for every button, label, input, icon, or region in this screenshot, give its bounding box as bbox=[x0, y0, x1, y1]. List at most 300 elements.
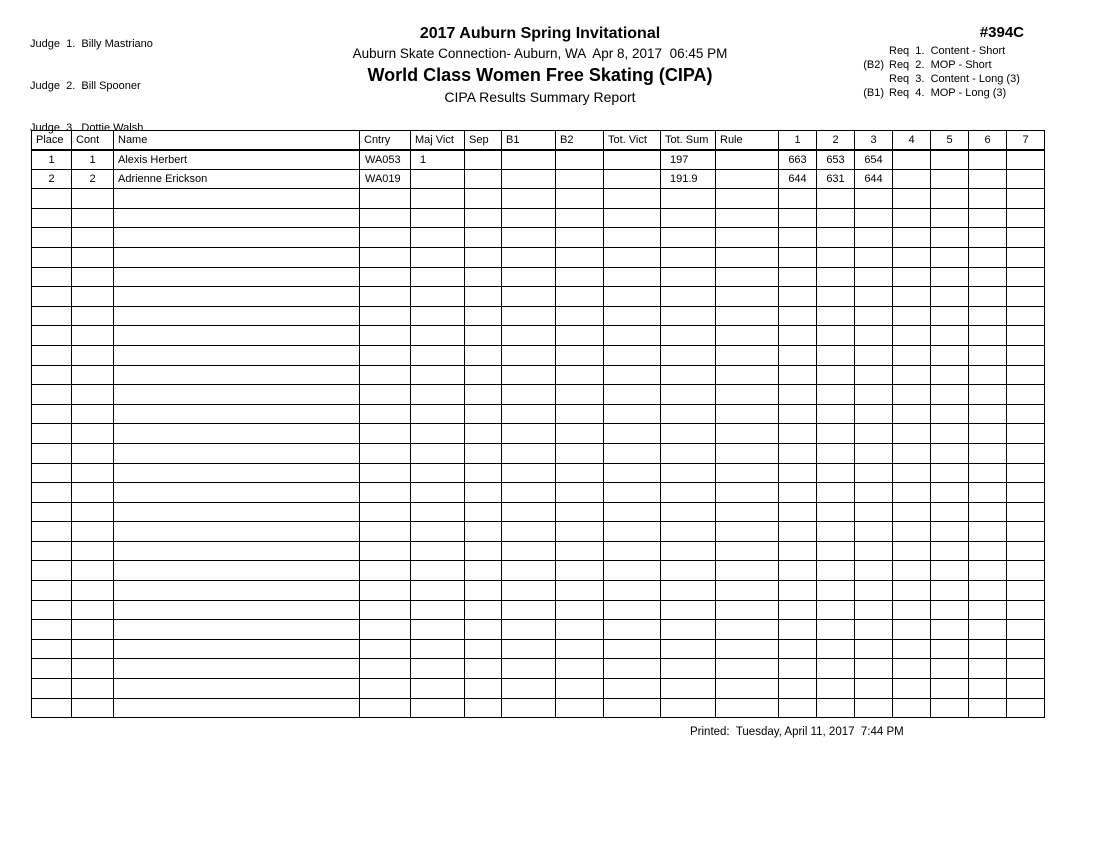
cell-cntry bbox=[360, 502, 411, 522]
cell-cntry bbox=[360, 483, 411, 503]
cell-tot_vict bbox=[604, 639, 661, 659]
cell-j1 bbox=[779, 189, 817, 209]
cell-maj_vict bbox=[411, 659, 465, 679]
cell-rule bbox=[716, 267, 779, 287]
cell-b1 bbox=[502, 267, 556, 287]
cell-j5 bbox=[931, 620, 969, 640]
cell-b1 bbox=[502, 679, 556, 699]
cell-j5 bbox=[931, 443, 969, 463]
cell-j1 bbox=[779, 639, 817, 659]
cell-j7 bbox=[1007, 345, 1045, 365]
cell-j6 bbox=[969, 228, 1007, 248]
result-row bbox=[32, 150, 1045, 170]
cell-j6 bbox=[969, 443, 1007, 463]
requirements-block bbox=[856, 24, 1024, 100]
cell-place bbox=[32, 463, 72, 483]
cell-j7 bbox=[1007, 228, 1045, 248]
cell-tot_sum bbox=[661, 228, 716, 248]
cell-tot_vict bbox=[604, 561, 661, 581]
cell-j3 bbox=[855, 385, 893, 405]
cell-j4 bbox=[893, 189, 931, 209]
cell-place bbox=[32, 189, 72, 209]
results-table-body bbox=[32, 150, 1045, 718]
cell-name bbox=[114, 620, 360, 640]
empty-row bbox=[32, 522, 1045, 542]
cell-maj_vict bbox=[411, 541, 465, 561]
cell-rule bbox=[716, 247, 779, 267]
cell-tot_vict bbox=[604, 620, 661, 640]
cell-j5 bbox=[931, 600, 969, 620]
cell-tot_sum bbox=[661, 620, 716, 640]
cell-tot_sum bbox=[661, 443, 716, 463]
cell-cntry bbox=[360, 561, 411, 581]
cell-sep bbox=[465, 600, 502, 620]
cell-name bbox=[114, 424, 360, 444]
cell-cont bbox=[72, 463, 114, 483]
cell-maj_vict bbox=[411, 247, 465, 267]
cell-cont bbox=[72, 326, 114, 346]
cell-name: Alexis Herbert bbox=[114, 150, 360, 170]
cell-maj_vict bbox=[411, 679, 465, 699]
cell-b1 bbox=[502, 443, 556, 463]
cell-j2 bbox=[817, 247, 855, 267]
cell-cont bbox=[72, 247, 114, 267]
cell-j1 bbox=[779, 541, 817, 561]
cell-place bbox=[32, 385, 72, 405]
cell-name bbox=[114, 483, 360, 503]
cell-place bbox=[32, 581, 72, 601]
cell-place bbox=[32, 698, 72, 718]
cell-j7 bbox=[1007, 561, 1045, 581]
column-header-j2: 2 bbox=[817, 131, 855, 150]
empty-row bbox=[32, 287, 1045, 307]
cell-sep bbox=[465, 150, 502, 170]
cell-name bbox=[114, 639, 360, 659]
cell-place bbox=[32, 267, 72, 287]
cell-b2 bbox=[556, 169, 604, 189]
cell-cntry bbox=[360, 541, 411, 561]
cell-j5 bbox=[931, 228, 969, 248]
cell-place bbox=[32, 443, 72, 463]
cell-j7 bbox=[1007, 306, 1045, 326]
cell-j6 bbox=[969, 698, 1007, 718]
cell-j2 bbox=[817, 600, 855, 620]
cell-j3: 644 bbox=[855, 169, 893, 189]
cell-j7 bbox=[1007, 443, 1045, 463]
cell-name bbox=[114, 561, 360, 581]
cell-name bbox=[114, 385, 360, 405]
cell-b1 bbox=[502, 326, 556, 346]
cell-cont bbox=[72, 620, 114, 640]
event-number: #394C bbox=[979, 24, 1024, 41]
cell-maj_vict bbox=[411, 483, 465, 503]
cell-tot_sum bbox=[661, 287, 716, 307]
cell-j3 bbox=[855, 326, 893, 346]
cell-j3 bbox=[855, 287, 893, 307]
cell-b2 bbox=[556, 502, 604, 522]
column-header-sep: Sep bbox=[465, 131, 502, 150]
cell-cont bbox=[72, 287, 114, 307]
cell-j4 bbox=[893, 267, 931, 287]
cell-j4 bbox=[893, 541, 931, 561]
column-header-rule: Rule bbox=[716, 131, 779, 150]
cell-j7 bbox=[1007, 522, 1045, 542]
cell-sep bbox=[465, 483, 502, 503]
cell-j6 bbox=[969, 208, 1007, 228]
cell-cntry: WA019 bbox=[360, 169, 411, 189]
cell-j4 bbox=[893, 228, 931, 248]
empty-row bbox=[32, 424, 1045, 444]
cell-tot_vict bbox=[604, 698, 661, 718]
cell-name bbox=[114, 306, 360, 326]
cell-b2 bbox=[556, 679, 604, 699]
requirement-line bbox=[856, 72, 1024, 86]
cell-rule bbox=[716, 404, 779, 424]
cell-name bbox=[114, 208, 360, 228]
empty-row bbox=[32, 698, 1045, 718]
cell-j5 bbox=[931, 365, 969, 385]
cell-j5 bbox=[931, 639, 969, 659]
cell-maj_vict bbox=[411, 208, 465, 228]
empty-row bbox=[32, 189, 1045, 209]
cell-cntry bbox=[360, 620, 411, 640]
cell-rule bbox=[716, 659, 779, 679]
cell-j5 bbox=[931, 306, 969, 326]
cell-b2 bbox=[556, 483, 604, 503]
cell-cont bbox=[72, 561, 114, 581]
cell-j7 bbox=[1007, 150, 1045, 170]
cell-b1 bbox=[502, 287, 556, 307]
cell-j1: 644 bbox=[779, 169, 817, 189]
cell-j5 bbox=[931, 659, 969, 679]
cell-sep bbox=[465, 404, 502, 424]
cell-j5 bbox=[931, 679, 969, 699]
cell-j6 bbox=[969, 600, 1007, 620]
cell-j3 bbox=[855, 581, 893, 601]
cell-cont bbox=[72, 208, 114, 228]
cell-j5 bbox=[931, 404, 969, 424]
column-header-j7: 7 bbox=[1007, 131, 1045, 150]
cell-sep bbox=[465, 679, 502, 699]
cell-sep bbox=[465, 169, 502, 189]
cell-name bbox=[114, 679, 360, 699]
cell-j2 bbox=[817, 424, 855, 444]
cell-j7 bbox=[1007, 541, 1045, 561]
cell-j6 bbox=[969, 150, 1007, 170]
cell-j1 bbox=[779, 600, 817, 620]
cell-j4 bbox=[893, 502, 931, 522]
empty-row bbox=[32, 600, 1045, 620]
cell-j5 bbox=[931, 541, 969, 561]
requirement-text: Req 2. MOP - Short bbox=[889, 59, 992, 71]
cell-name bbox=[114, 267, 360, 287]
column-header-place: Place bbox=[32, 131, 72, 150]
cell-b1 bbox=[502, 698, 556, 718]
cell-b2 bbox=[556, 385, 604, 405]
cell-j3 bbox=[855, 659, 893, 679]
cell-sep bbox=[465, 502, 502, 522]
cell-j6 bbox=[969, 502, 1007, 522]
cell-place bbox=[32, 600, 72, 620]
cell-cont bbox=[72, 639, 114, 659]
cell-place bbox=[32, 679, 72, 699]
cell-tot_sum bbox=[661, 483, 716, 503]
requirement-prefix bbox=[856, 72, 884, 86]
cell-b2 bbox=[556, 581, 604, 601]
cell-cont bbox=[72, 502, 114, 522]
cell-j2 bbox=[817, 404, 855, 424]
empty-row bbox=[32, 561, 1045, 581]
cell-j6 bbox=[969, 581, 1007, 601]
cell-j5 bbox=[931, 189, 969, 209]
header-row bbox=[32, 131, 1045, 150]
empty-row bbox=[32, 541, 1045, 561]
cell-j6 bbox=[969, 522, 1007, 542]
cell-j2 bbox=[817, 522, 855, 542]
cell-b2 bbox=[556, 698, 604, 718]
cell-j5 bbox=[931, 345, 969, 365]
cell-j2 bbox=[817, 679, 855, 699]
cell-b1 bbox=[502, 404, 556, 424]
cell-maj_vict bbox=[411, 698, 465, 718]
cell-name: Adrienne Erickson bbox=[114, 169, 360, 189]
cell-b2 bbox=[556, 463, 604, 483]
cell-cntry bbox=[360, 639, 411, 659]
cell-tot_sum bbox=[661, 600, 716, 620]
empty-row bbox=[32, 306, 1045, 326]
cell-tot_vict bbox=[604, 522, 661, 542]
cell-cntry bbox=[360, 345, 411, 365]
cell-rule bbox=[716, 679, 779, 699]
cell-sep bbox=[465, 326, 502, 346]
cell-sep bbox=[465, 306, 502, 326]
cell-j2 bbox=[817, 345, 855, 365]
cell-b2 bbox=[556, 345, 604, 365]
cell-j2 bbox=[817, 365, 855, 385]
cell-rule bbox=[716, 600, 779, 620]
cell-cont bbox=[72, 306, 114, 326]
requirement-prefix: (B2) bbox=[863, 59, 884, 71]
cell-j2 bbox=[817, 620, 855, 640]
cell-name bbox=[114, 287, 360, 307]
cell-b1 bbox=[502, 522, 556, 542]
cell-rule bbox=[716, 365, 779, 385]
cell-rule bbox=[716, 502, 779, 522]
cell-tot_vict bbox=[604, 247, 661, 267]
cell-name bbox=[114, 581, 360, 601]
empty-row bbox=[32, 502, 1045, 522]
cell-j5 bbox=[931, 169, 969, 189]
empty-row bbox=[32, 326, 1045, 346]
cell-rule bbox=[716, 424, 779, 444]
cell-j1 bbox=[779, 443, 817, 463]
cell-j6 bbox=[969, 345, 1007, 365]
cell-place bbox=[32, 228, 72, 248]
cell-rule bbox=[716, 581, 779, 601]
cell-j7 bbox=[1007, 267, 1045, 287]
cell-name bbox=[114, 600, 360, 620]
cell-maj_vict bbox=[411, 365, 465, 385]
cell-tot_sum bbox=[661, 306, 716, 326]
cell-place bbox=[32, 522, 72, 542]
cell-cont bbox=[72, 541, 114, 561]
cell-j4 bbox=[893, 345, 931, 365]
cell-tot_sum bbox=[661, 541, 716, 561]
cell-j3 bbox=[855, 483, 893, 503]
cell-j5 bbox=[931, 385, 969, 405]
cell-name bbox=[114, 189, 360, 209]
cell-cntry bbox=[360, 287, 411, 307]
empty-row bbox=[32, 365, 1045, 385]
cell-maj_vict bbox=[411, 600, 465, 620]
cell-cntry bbox=[360, 247, 411, 267]
cell-cntry bbox=[360, 306, 411, 326]
cell-maj_vict bbox=[411, 189, 465, 209]
cell-sep bbox=[465, 247, 502, 267]
empty-row bbox=[32, 208, 1045, 228]
cell-tot_vict bbox=[604, 659, 661, 679]
cell-b2 bbox=[556, 620, 604, 640]
cell-j4 bbox=[893, 463, 931, 483]
cell-maj_vict bbox=[411, 306, 465, 326]
cell-tot_vict bbox=[604, 385, 661, 405]
cell-cont bbox=[72, 679, 114, 699]
cell-j5 bbox=[931, 424, 969, 444]
cell-maj_vict bbox=[411, 522, 465, 542]
cell-j6 bbox=[969, 424, 1007, 444]
cell-cntry bbox=[360, 228, 411, 248]
cell-j7 bbox=[1007, 483, 1045, 503]
cell-b2 bbox=[556, 404, 604, 424]
cell-j1 bbox=[779, 698, 817, 718]
cell-tot_vict bbox=[604, 679, 661, 699]
cell-cont bbox=[72, 659, 114, 679]
judge-line: Judge 3. Dottie Walsh bbox=[30, 122, 144, 134]
cell-place bbox=[32, 483, 72, 503]
cell-place bbox=[32, 404, 72, 424]
cell-j6 bbox=[969, 659, 1007, 679]
cell-j7 bbox=[1007, 581, 1045, 601]
cell-sep bbox=[465, 267, 502, 287]
cell-j7 bbox=[1007, 287, 1045, 307]
column-header-j1: 1 bbox=[779, 131, 817, 150]
cell-j5 bbox=[931, 287, 969, 307]
cell-b1 bbox=[502, 463, 556, 483]
cell-sep bbox=[465, 639, 502, 659]
cell-j7 bbox=[1007, 698, 1045, 718]
cell-maj_vict bbox=[411, 326, 465, 346]
cell-rule bbox=[716, 639, 779, 659]
cell-tot_sum bbox=[661, 659, 716, 679]
cell-j3 bbox=[855, 522, 893, 542]
cell-cntry bbox=[360, 189, 411, 209]
cell-cont bbox=[72, 483, 114, 503]
cell-b1 bbox=[502, 483, 556, 503]
cell-tot_vict bbox=[604, 208, 661, 228]
cell-j7 bbox=[1007, 208, 1045, 228]
cell-j7 bbox=[1007, 679, 1045, 699]
cell-j2 bbox=[817, 581, 855, 601]
cell-j5 bbox=[931, 502, 969, 522]
column-header-b1: B1 bbox=[502, 131, 556, 150]
cell-maj_vict bbox=[411, 581, 465, 601]
cell-sep bbox=[465, 287, 502, 307]
cell-j3 bbox=[855, 463, 893, 483]
cell-b2 bbox=[556, 443, 604, 463]
cell-name bbox=[114, 365, 360, 385]
venue-date-line: Auburn Skate Connection- Auburn, WA Apr 8, 2017 06:45 PM bbox=[352, 46, 728, 61]
cell-j3 bbox=[855, 443, 893, 463]
cell-b2 bbox=[556, 287, 604, 307]
cell-b1 bbox=[502, 169, 556, 189]
cell-j3 bbox=[855, 228, 893, 248]
cell-j3 bbox=[855, 189, 893, 209]
printed-timestamp: Printed: Tuesday, April 11, 2017 7:44 PM bbox=[690, 726, 904, 738]
requirement-text: Req 4. MOP - Long (3) bbox=[889, 87, 1007, 99]
cell-j7 bbox=[1007, 169, 1045, 189]
cell-j4 bbox=[893, 169, 931, 189]
cell-j4 bbox=[893, 659, 931, 679]
cell-b1 bbox=[502, 385, 556, 405]
cell-j4 bbox=[893, 561, 931, 581]
cell-tot_vict bbox=[604, 600, 661, 620]
cell-j2 bbox=[817, 267, 855, 287]
cell-j2 bbox=[817, 483, 855, 503]
column-header-j3: 3 bbox=[855, 131, 893, 150]
cell-sep bbox=[465, 208, 502, 228]
cell-b2 bbox=[556, 639, 604, 659]
cell-sep bbox=[465, 698, 502, 718]
cell-j1 bbox=[779, 463, 817, 483]
cell-b2 bbox=[556, 541, 604, 561]
cell-maj_vict: 1 bbox=[411, 150, 465, 170]
cell-b2 bbox=[556, 561, 604, 581]
cell-b1 bbox=[502, 600, 556, 620]
cell-j3 bbox=[855, 639, 893, 659]
cell-j6 bbox=[969, 385, 1007, 405]
cell-maj_vict bbox=[411, 287, 465, 307]
cell-cont bbox=[72, 385, 114, 405]
cell-b2 bbox=[556, 228, 604, 248]
cell-cntry: WA053 bbox=[360, 150, 411, 170]
cell-j5 bbox=[931, 208, 969, 228]
cell-j6 bbox=[969, 326, 1007, 346]
cell-tot_sum bbox=[661, 326, 716, 346]
empty-row bbox=[32, 463, 1045, 483]
cell-b2 bbox=[556, 208, 604, 228]
cell-j7 bbox=[1007, 365, 1045, 385]
empty-row bbox=[32, 483, 1045, 503]
empty-row bbox=[32, 385, 1045, 405]
cell-j5 bbox=[931, 698, 969, 718]
cell-j7 bbox=[1007, 404, 1045, 424]
cell-maj_vict bbox=[411, 228, 465, 248]
cell-j2 bbox=[817, 639, 855, 659]
cell-j3 bbox=[855, 698, 893, 718]
cell-rule bbox=[716, 443, 779, 463]
cell-b1 bbox=[502, 150, 556, 170]
cell-cntry bbox=[360, 326, 411, 346]
cell-tot_vict bbox=[604, 189, 661, 209]
cell-tot_sum bbox=[661, 404, 716, 424]
cell-cont bbox=[72, 404, 114, 424]
cell-j4 bbox=[893, 679, 931, 699]
cell-j7 bbox=[1007, 189, 1045, 209]
cell-name bbox=[114, 541, 360, 561]
cell-j1 bbox=[779, 659, 817, 679]
cell-tot_sum: 197 bbox=[661, 150, 716, 170]
cell-cont: 2 bbox=[72, 169, 114, 189]
